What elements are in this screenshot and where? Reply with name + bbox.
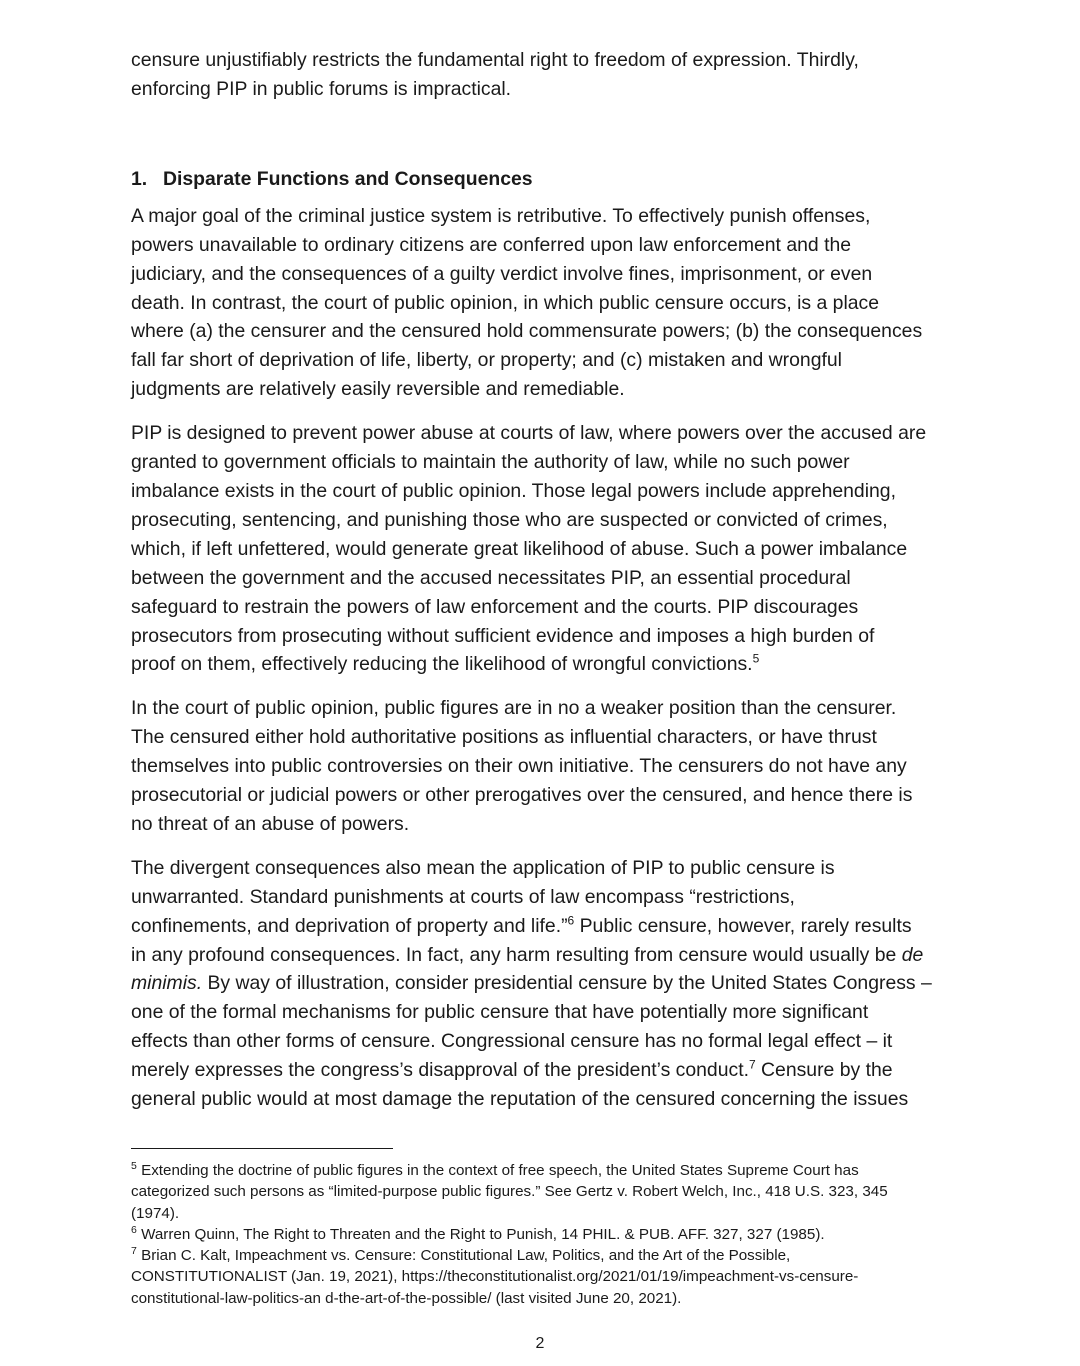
text-line: granted to government officials to maintain the authority of law, while no such power (131, 451, 850, 474)
section-number: 1. (131, 167, 148, 190)
italic-term: minimis. (131, 972, 203, 995)
main-body (131, 46, 946, 1129)
text-line: Censure by the (755, 1059, 893, 1082)
text-line: between the government and the accused necessitates PIP, an essential procedural (131, 566, 851, 589)
text-line: prosecutorial or judicial powers or other prerogatives over the censured, and hence there is (131, 784, 913, 807)
footnote-ref-5[interactable]: 5 (752, 651, 760, 666)
text-line: The divergent consequences also mean the application of PIP to public censure is (131, 856, 835, 879)
section-heading (131, 165, 946, 193)
text-line: powers unavailable to ordinary citizens are conferred upon law enforcement and the (131, 233, 852, 256)
footnote-number: 5 (131, 1159, 137, 1172)
intro-paragraph (131, 46, 946, 104)
text-line: in any profound consequences. In fact, any harm resulting from censure would usually be (131, 943, 902, 966)
text-line: death. In contrast, the court of public opinion, in which public censure occurs, is a place (131, 291, 880, 314)
footnote-separator (131, 1148, 393, 1149)
text-line: enforcing PIP in public forums is impractical. (131, 77, 512, 100)
text-line: prosecuting, sentencing, and punishing those who are suspected or convicted of crimes, (131, 508, 888, 531)
text-line: merely expresses the congress’s disapproval of the president’s conduct. (131, 1059, 749, 1082)
text-line: proof on them, effectively reducing the likelihood of wrongful convictions. (131, 653, 753, 676)
section-title: Disparate Functions and Consequences (163, 167, 533, 190)
text-line: censure unjustifiably restricts the fundamental right to freedom of expression. Thirdly, (131, 49, 859, 71)
text-line: confinements, and deprivation of property and life.” (131, 914, 568, 937)
text-line: no threat of an abuse of powers. (131, 812, 410, 835)
text-line: where (a) the censurer and the censured hold commensurate powers; (b) the consequences (131, 320, 923, 343)
text-line: A major goal of the criminal justice system is retributive. To effectively punish offenses, (131, 204, 871, 227)
footnote-ref-7[interactable]: 7 (748, 1057, 756, 1072)
footnote-url-line[interactable]: constitutional-law-politics-an d-the-art-of-the-possible/ (last visited June 20, 2021). (131, 1289, 682, 1307)
footnote-5 (131, 1160, 951, 1224)
page-number: 2 (535, 1335, 545, 1352)
text-line: Public censure, however, rarely results (574, 914, 912, 937)
paragraph-2 (131, 419, 946, 679)
paragraph-3 (131, 694, 946, 839)
text-line: safeguard to restrain the powers of law enforcement and the courts. PIP discourages (131, 595, 859, 618)
text-line: fall far short of deprivation of life, liberty, or property; and (c) mistaken and wrongful (131, 349, 842, 372)
footnote-number: 7 (131, 1245, 137, 1258)
footnote-url-line[interactable]: CONSTITUTIONALIST (Jan. 19, 2021), https://theconstitutionalist.org/2021/01/19/impeachment-vs-censure- (131, 1268, 859, 1286)
footnote-line: categorized such persons as “limited-purpose public figures.” See Gertz v. Robert Welch, Inc., 418 U.S. 323, 345 (131, 1183, 888, 1201)
text-line: By way of illustration, consider presidential censure by the United States Congress – (202, 972, 932, 995)
text-line: unwarranted. Standard punishments at courts of law encompass “restrictions, (131, 885, 795, 908)
footnote-line: (1974). (131, 1204, 180, 1222)
footnote-7 (131, 1245, 951, 1309)
italic-term: de (901, 943, 924, 966)
text-line: The censured either hold authoritative positions as influential characters, or have thrust (131, 726, 877, 749)
text-line: PIP is designed to prevent power abuse at courts of law, where powers over the accused are (131, 422, 927, 445)
text-line: general public would at most damage the reputation of the censured concerning the issues (131, 1088, 909, 1111)
footnote-line: Brian C. Kalt, Impeachment vs. Censure: Constitutional Law, Politics, and the Art of the Possible, (136, 1247, 791, 1265)
paragraph-4 (131, 854, 946, 1114)
text-line: prosecutors from prosecuting without sufficient evidence and imposes a high burden of (131, 624, 875, 647)
text-line: which, if left unfettered, would generate great likelihood of abuse. Such a power imbalance (131, 537, 908, 560)
paragraph-1 (131, 202, 946, 404)
text-line: imbalance exists in the court of public opinion. Those legal powers include apprehending, (131, 479, 896, 502)
text-line: judgments are relatively easily reversible and remediable. (131, 378, 625, 401)
footnote-number: 6 (131, 1223, 137, 1236)
text-line: themselves into public controversies on their own initiative. The censurers do not have any (131, 755, 907, 778)
footnotes-section (131, 1160, 951, 1309)
text-line: one of the formal mechanisms for public censure that have potentially more significant (131, 1001, 869, 1024)
text-line: effects than other forms of censure. Congressional censure has no formal legal effect – it (131, 1030, 893, 1053)
footnote-6 (131, 1224, 951, 1245)
text-line: In the court of public opinion, public figures are in no a weaker position than the censurer. (131, 697, 897, 720)
footnote-ref-6[interactable]: 6 (567, 913, 575, 928)
text-line: judiciary, and the consequences of a guilty verdict involve fines, imprisonment, or even (131, 262, 873, 285)
footnote-line: Warren Quinn, The Right to Threaten and the Right to Punish, 14 PHIL. & PUB. AFF. 327, 327 (1985). (136, 1225, 825, 1243)
footnote-line: Extending the doctrine of public figures in the context of free speech, the United States Supreme Court has (136, 1162, 859, 1179)
